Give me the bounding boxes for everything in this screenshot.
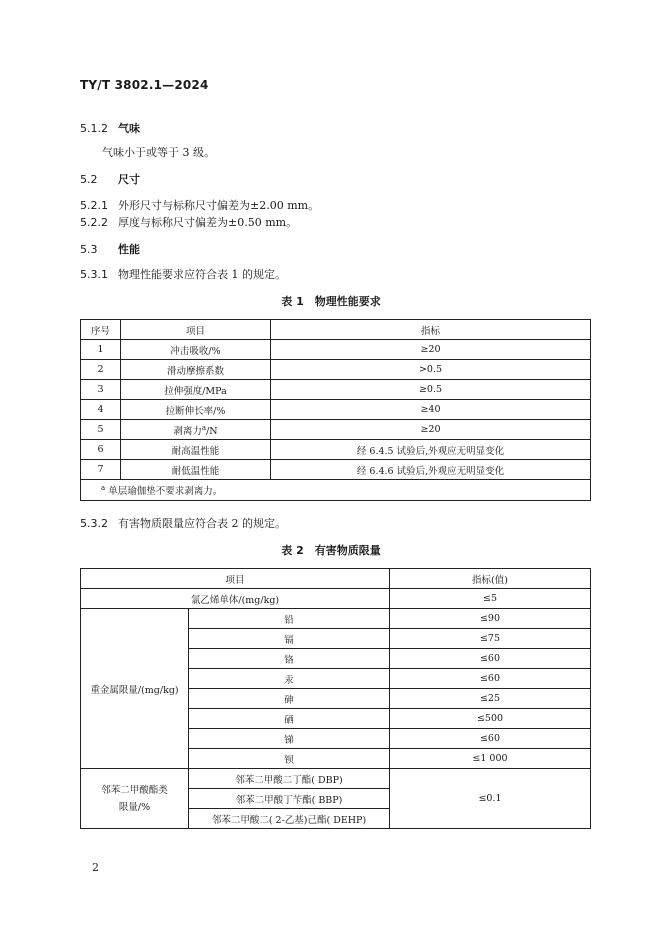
- heavy-metal-group-label: 重金属限量/(mg/kg): [81, 609, 189, 769]
- header-value: 指标: [271, 320, 591, 340]
- row-value: ≤1 000: [390, 749, 591, 769]
- row-value: ≤60: [390, 649, 591, 669]
- table-note: [81, 480, 591, 501]
- row-value: ≥20: [271, 340, 591, 360]
- section-5-3-heading: [80, 241, 140, 257]
- table-note-row: [81, 480, 591, 501]
- table-row: [81, 609, 591, 629]
- table-row: [81, 420, 591, 440]
- row-item: 硒: [189, 709, 390, 729]
- table-row: [81, 769, 591, 789]
- table-row: [81, 360, 591, 380]
- header-item: 项目: [121, 320, 271, 340]
- header-value: 指标(值): [390, 569, 591, 589]
- section-title: 性能: [118, 243, 140, 256]
- phthalate-group-label: [81, 769, 189, 829]
- row-no: 2: [81, 360, 121, 380]
- row-item: 冲击吸收/%: [121, 340, 271, 360]
- table-header-row: [81, 569, 591, 589]
- phthalate-group-line2: 限量/%: [118, 801, 151, 813]
- section-number: 5.3: [80, 243, 98, 256]
- section-5-2-2: [80, 214, 297, 230]
- row-item: 拉断伸长率/%: [121, 400, 271, 420]
- table-row: [81, 400, 591, 420]
- row-no: 1: [81, 340, 121, 360]
- table-row: [81, 440, 591, 460]
- section-number: 5.2.2: [80, 216, 108, 229]
- item-label: 剥离力: [173, 425, 202, 437]
- row-value: ≥20: [271, 420, 591, 440]
- row-item: 邻苯二甲酸丁苄酯( BBP): [189, 789, 390, 809]
- page-number: 2: [92, 861, 99, 874]
- row-no: 7: [81, 460, 121, 480]
- row-item: 邻苯二甲酸二丁酯( DBP): [189, 769, 390, 789]
- section-number: 5.2.1: [80, 199, 108, 212]
- section-title: 气味: [118, 122, 140, 135]
- row-value: ≤90: [390, 609, 591, 629]
- table-row: [81, 589, 591, 609]
- section-5-3-1: [80, 266, 286, 282]
- row-no: 6: [81, 440, 121, 460]
- row-value: >0.5: [271, 360, 591, 380]
- table-1-caption: 表 1 物理性能要求: [281, 295, 381, 308]
- table-header-row: [81, 320, 591, 340]
- row-value: ≤25: [390, 689, 591, 709]
- section-text: 有害物质限量应符合表 2 的规定。: [118, 517, 286, 530]
- row-item: 耐高温性能: [121, 440, 271, 460]
- section-text: 厚度与标称尺寸偏差为±0.50 mm。: [118, 216, 298, 229]
- phthalate-value: ≤0.1: [390, 769, 591, 829]
- row-value: 经 6.4.5 试验后,外观应无明显变化: [271, 440, 591, 460]
- row-item: 氯乙烯单体/(mg/kg): [81, 589, 390, 609]
- footnote-mark: a: [201, 423, 207, 432]
- row-item: 邻苯二甲酸二( 2-乙基)己酯( DEHP): [189, 809, 390, 829]
- row-value: 经 6.4.6 试验后,外观应无明显变化: [271, 460, 591, 480]
- row-no: 5: [81, 420, 121, 440]
- hazardous-substances-table: [80, 568, 591, 829]
- row-no: 4: [81, 400, 121, 420]
- row-value: ≤60: [390, 729, 591, 749]
- section-number: 5.2: [80, 173, 98, 186]
- table-2-caption: 表 2 有害物质限量: [281, 544, 381, 557]
- row-no: 3: [81, 380, 121, 400]
- section-number: 5.1.2: [80, 122, 108, 135]
- table-row: [81, 460, 591, 480]
- table-row: [81, 380, 591, 400]
- section-5-2-1: [80, 197, 319, 213]
- row-item: [121, 420, 271, 440]
- row-item: 汞: [189, 669, 390, 689]
- phthalate-group-line1: 邻苯二甲酸酯类: [101, 784, 168, 796]
- row-item: 滑动摩擦系数: [121, 360, 271, 380]
- row-item: 拉伸强度/MPa: [121, 380, 271, 400]
- row-value: ≤60: [390, 669, 591, 689]
- physical-properties-table: [80, 319, 591, 501]
- section-number: 5.3.2: [80, 517, 108, 530]
- row-item: 铅: [189, 609, 390, 629]
- row-item: 砷: [189, 689, 390, 709]
- row-item: 耐低温性能: [121, 460, 271, 480]
- row-value: ≥40: [271, 400, 591, 420]
- row-item: 钡: [189, 749, 390, 769]
- section-text: 外形尺寸与标称尺寸偏差为±2.00 mm。: [118, 199, 320, 212]
- section-text: 物理性能要求应符合表 1 的规定。: [118, 268, 286, 281]
- section-5-1-2-text: 气味小于或等于 3 级。: [102, 146, 215, 159]
- item-unit: /N: [206, 425, 218, 437]
- row-value: ≤75: [390, 629, 591, 649]
- section-number: 5.3.1: [80, 268, 108, 281]
- footnote-mark: a: [101, 483, 106, 492]
- row-item: 铬: [189, 649, 390, 669]
- section-5-1-2-heading: [80, 120, 140, 136]
- document-code: TY/T 3802.1—2024: [80, 78, 209, 92]
- section-5-2-heading: [80, 171, 140, 187]
- row-item: 镉: [189, 629, 390, 649]
- row-value: ≤500: [390, 709, 591, 729]
- header-item: 项目: [81, 569, 390, 589]
- section-5-3-2: [80, 515, 286, 531]
- row-item: 锑: [189, 729, 390, 749]
- row-value: ≥0.5: [271, 380, 591, 400]
- section-title: 尺寸: [118, 173, 140, 186]
- row-value: ≤5: [390, 589, 591, 609]
- note-text: 单层瑜伽垫不要求剥离力。: [108, 486, 223, 497]
- header-no: 序号: [81, 320, 121, 340]
- table-row: [81, 340, 591, 360]
